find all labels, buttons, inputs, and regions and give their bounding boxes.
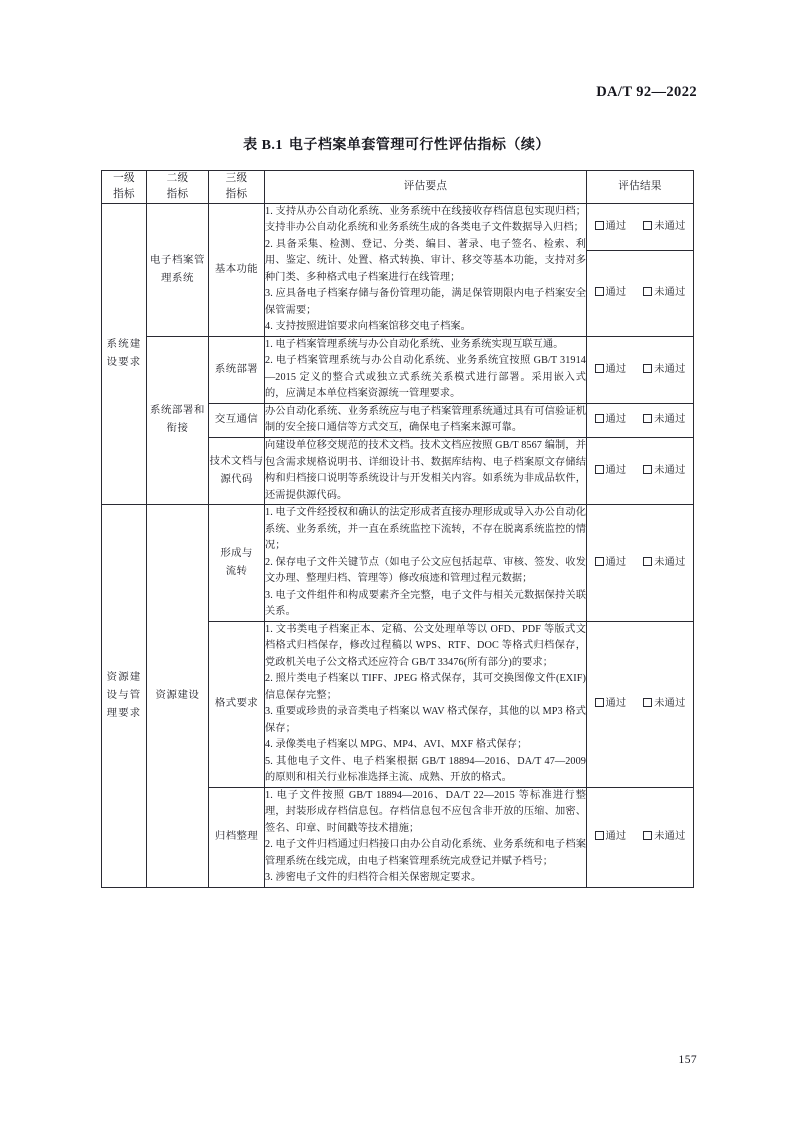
table-row — [102, 505, 694, 622]
table-header-row — [102, 171, 694, 204]
result-cell[interactable] — [587, 787, 694, 887]
checkbox-icon[interactable] — [643, 364, 652, 373]
table-body — [102, 203, 694, 887]
checkbox-fail[interactable]: 未通过 — [643, 696, 685, 713]
checkbox-icon[interactable] — [643, 557, 652, 566]
column-header-evaluation-result: 评估结果 — [587, 171, 694, 204]
level2-cell-ea-management-system: 电子档案管理系统 — [147, 203, 209, 336]
level3-cell-basic-functions: 基本功能 — [209, 203, 265, 336]
level3-cell-creation-and-circulation: 形成与 流转 — [209, 505, 265, 622]
table-row — [102, 336, 694, 403]
result-cell[interactable] — [587, 403, 694, 437]
checkbox-icon[interactable] — [643, 287, 652, 296]
checkbox-icon[interactable] — [595, 221, 604, 230]
level3-cell-format-requirements: 格式要求 — [209, 621, 265, 787]
checkbox-icon[interactable] — [643, 831, 652, 840]
result-cell[interactable] — [587, 621, 694, 787]
checkbox-pass[interactable]: 通过 — [595, 696, 627, 713]
level3-cell-archiving-organization: 归档整理 — [209, 787, 265, 887]
level2-cell-resource-construction: 资源建设 — [147, 505, 209, 888]
checkbox-icon[interactable] — [595, 698, 604, 707]
checkbox-pass[interactable]: 通过 — [595, 829, 627, 846]
running-head-standard-code: DA/T 92—2022 — [596, 84, 697, 100]
evaluation-points-creation-and-circulation: 1. 电子文件经授权和确认的法定形成者直接办理形成或导入办公自动化系统、业务系统，并一直在系统监控下流转，不存在脱离系统监控的情况； 2. 保存电子文件关键节点（如电子公文应包括起草、审核、签发、收发文办理、整理归档、管理等）修改痕迹和管理过程元数据； 3. 电子文件组件和构成要素齐全完整，电子文件与相关元数据保持关联关系。 — [265, 505, 587, 622]
table-caption-title: 电子档案单套管理可行性评估指标（续） — [288, 138, 550, 153]
checkbox-fail[interactable]: 未通过 — [643, 285, 685, 302]
evaluation-points-basic-functions: 1. 支持从办公自动化系统、业务系统中在线接收存档信息包实现归档；支持非办公自动化系统和业务系统生成的各类电子文件数据导入归档； 2. 具备采集、检测、登记、分类、编目、著录、电子签名、检索、利用、鉴定、统计、处置、格式转换、审计、移交等基本功能，支持对多种门类、多种格式电子档案进行在线管理； 3. 应具备电子档案存储与备份管理功能，满足保管期限内电子档案安全保管需要； 4. 支持按照进馆要求向档案馆移交电子档案。 — [265, 203, 587, 336]
checkbox-icon[interactable] — [643, 698, 652, 707]
checkbox-icon[interactable] — [595, 414, 604, 423]
checkbox-icon[interactable] — [595, 287, 604, 296]
checkbox-pass[interactable]: 通过 — [595, 412, 627, 429]
evaluation-points-technical-docs: 向建设单位移交规范的技术文档。技术文档应按照 GB/T 8567 编制，并包含需求规格说明书、详细设计书、数据库结构、电子档案原文存储结构和归档接口说明等系统设计与开发相关内容。如系统为非成品软件，还需提供源代码。 — [265, 438, 587, 505]
table-row — [102, 203, 694, 250]
column-header-evaluation-points: 评估要点 — [265, 171, 587, 204]
checkbox-fail[interactable]: 未通过 — [643, 219, 685, 236]
evaluation-points-archiving-organization: 1. 电子文件按照 GB/T 18894—2016、DA/T 22—2015 等标准进行整理，封装形成存档信息包。存档信息包不应包含非开放的压缩、加密、签名、印章、时间戳等技术措施； 2. 电子文件归档通过归档接口由办公自动化系统、业务系统和电子档案管理系统在线完成，由电子档案管理系统完成登记并赋予档号； 3. 涉密电子文件的归档符合相关保密规定要求。 — [265, 787, 587, 887]
level3-cell-interactive-communication: 交互通信 — [209, 403, 265, 437]
checkbox-icon[interactable] — [643, 414, 652, 423]
evaluation-indicator-table — [101, 170, 694, 888]
checkbox-fail[interactable]: 未通过 — [643, 412, 685, 429]
checkbox-fail[interactable]: 未通过 — [643, 829, 685, 846]
checkbox-pass[interactable]: 通过 — [595, 285, 627, 302]
column-header-level2: 二级 指标 — [147, 171, 209, 204]
checkbox-fail[interactable]: 未通过 — [643, 463, 685, 480]
checkbox-fail[interactable]: 未通过 — [643, 362, 685, 379]
level3-cell-technical-docs-and-source-code: 技术文档与源代码 — [209, 438, 265, 505]
checkbox-pass[interactable]: 通过 — [595, 555, 627, 572]
checkbox-icon[interactable] — [595, 465, 604, 474]
evaluation-points-interactive-communication: 办公自动化系统、业务系统应与电子档案管理系统通过具有可信验证机制的安全接口通信等方式交互，确保电子档案来源可靠。 — [265, 403, 587, 437]
checkbox-fail[interactable]: 未通过 — [643, 555, 685, 572]
page-number: 157 — [678, 1054, 697, 1066]
checkbox-icon[interactable] — [643, 465, 652, 474]
checkbox-icon[interactable] — [643, 221, 652, 230]
level1-cell-system-construction: 系统建设要求 — [102, 203, 147, 504]
result-cell[interactable] — [587, 505, 694, 622]
table-caption — [0, 134, 793, 154]
checkbox-pass[interactable]: 通过 — [595, 463, 627, 480]
checkbox-pass[interactable]: 通过 — [595, 362, 627, 379]
table-caption-number: 表 B.1 — [243, 138, 283, 153]
checkbox-icon[interactable] — [595, 364, 604, 373]
checkbox-icon[interactable] — [595, 557, 604, 566]
evaluation-points-system-deployment: 1. 电子档案管理系统与办公自动化系统、业务系统实现互联互通。 2. 电子档案管理系统与办公自动化系统、业务系统宜按照 GB/T 31914—2015 定义的整合式或独立式系统关系模式进行部署。采用嵌入式的，应满足本单位档案资源统一管理要求。 — [265, 336, 587, 403]
level2-cell-deployment-and-integration: 系统部署和衔接 — [147, 336, 209, 504]
result-cell[interactable] — [587, 250, 694, 336]
column-header-level3: 三级 指标 — [209, 171, 265, 204]
table-header — [102, 171, 694, 204]
result-cell[interactable] — [587, 438, 694, 505]
column-header-level1: 一级 指标 — [102, 171, 147, 204]
checkbox-pass[interactable]: 通过 — [595, 219, 627, 236]
evaluation-points-format-requirements: 1. 文书类电子档案正本、定稿、公文处理单等以 OFD、PDF 等版式文档格式归档保存，修改过程稿以 WPS、RTF、DOC 等格式归档保存，党政机关电子公文格式还应符合 GB/T 33476(所有部分)的要求； 2. 照片类电子档案以 TIFF、JPEG 格式保存，其可交换图像文件(EXIF)信息保存完整； 3. 重要或珍贵的录音类电子档案以 WAV 格式保存，其他的以 MP3 格式保存； 4. 录像类电子档案以 MPG、MP4、AVI、MXF 格式保存； 5. 其他电子文件、电子档案根据 GB/T 18894—2016、DA/T 47—2009 的原则和相关行业标准选择主流、成熟、开放的格式。 — [265, 621, 587, 787]
checkbox-icon[interactable] — [595, 831, 604, 840]
level1-cell-resource-construction-management: 资源建设与管理要求 — [102, 505, 147, 888]
result-cell[interactable] — [587, 203, 694, 250]
level3-cell-system-deployment: 系统部署 — [209, 336, 265, 403]
result-cell[interactable] — [587, 336, 694, 403]
